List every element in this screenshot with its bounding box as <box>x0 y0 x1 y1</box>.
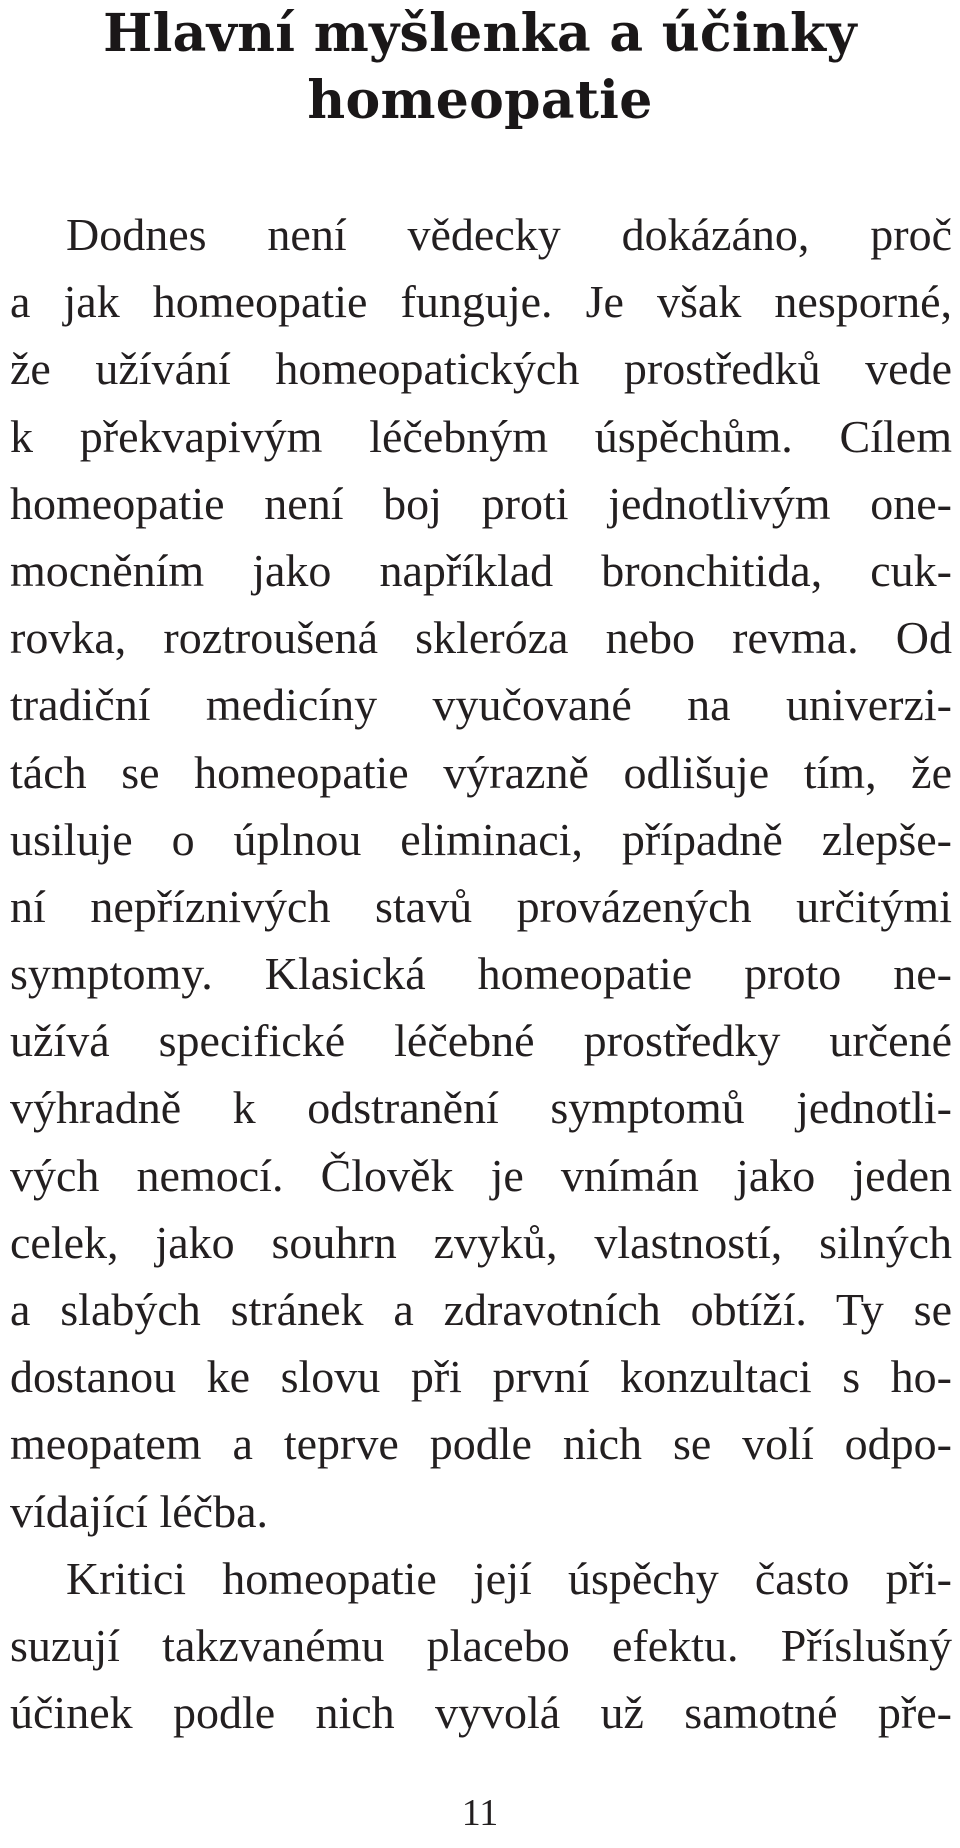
text-line: suzují takzvanému placebo efektu. Příslušný <box>10 1619 952 1671</box>
text-line: dostanou ke slovu při první konzultaci s ho- <box>10 1351 952 1403</box>
text-line: Kritici homeopatie její úspěchy často při- <box>66 1552 952 1604</box>
body-text <box>10 201 952 1746</box>
paragraph-2 <box>10 1545 952 1747</box>
text-line: rovka, roztroušená skleróza nebo revma. Od <box>10 612 952 664</box>
text-line: že užívání homeopatických prostředků vede <box>10 343 952 395</box>
text-line: užívá specifické léčebné prostředky určené <box>10 1015 952 1067</box>
text-line: výhradně k odstranění symptomů jednotli- <box>10 1082 952 1134</box>
text-line: ní nepříznivých stavů provázených určitými <box>10 880 952 932</box>
text-line: mocněním jako například bronchitida, cuk- <box>10 544 952 596</box>
text-line: tách se homeopatie výrazně odlišuje tím, že <box>10 746 952 798</box>
text-line: a slabých stránek a zdravotních obtíží. Ty se <box>10 1284 952 1335</box>
text-line: k překvapivým léčebným úspěchům. Cílem <box>10 410 952 462</box>
page-number: 11 <box>461 1792 499 1834</box>
chapter-title <box>40 0 920 134</box>
text-line: celek, jako souhrn zvyků, vlastností, silných <box>10 1216 952 1268</box>
text-line: vých nemocí. Člověk je vnímán jako jeden <box>10 1149 952 1201</box>
text-line: meopatem a teprve podle nich se volí odpo- <box>10 1418 952 1470</box>
text-line: a jak homeopatie funguje. Je však nesporné, <box>10 276 952 328</box>
text-line: Dodnes není vědecky dokázáno, proč <box>66 209 952 260</box>
text-line: usiluje o úplnou eliminaci, případně zlepše- <box>10 813 952 865</box>
text-line: účinek podle nich vyvolá už samotné pře- <box>10 1687 952 1739</box>
text-line: symptomy. Klasická homeopatie proto ne- <box>10 948 952 1000</box>
text-line: vídající léčba. <box>10 1485 268 1537</box>
paragraph-1 <box>10 201 952 1545</box>
chapter-title-line-2: homeopatie <box>307 70 653 131</box>
text-line: tradiční medicíny vyučované na univerzi- <box>10 679 952 731</box>
text-line: homeopatie není boj proti jednotlivým one- <box>10 477 952 529</box>
chapter-title-line-1: Hlavní myšlenka a účinky <box>103 3 857 64</box>
